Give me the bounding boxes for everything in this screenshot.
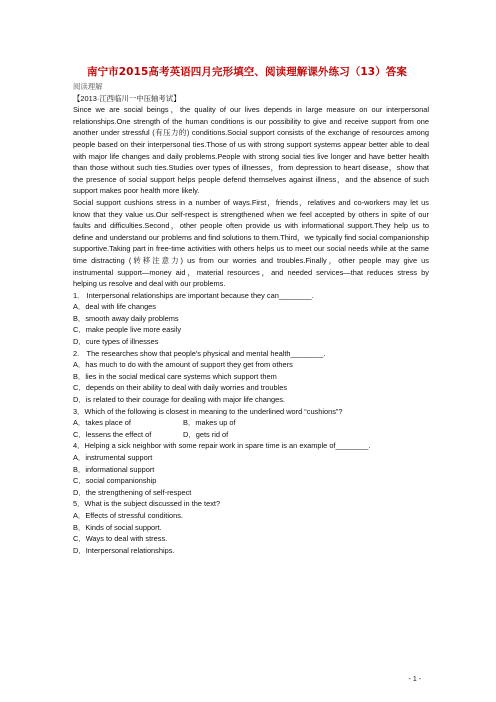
question-5-option-c: C．Ways to deal with stress.	[73, 534, 168, 544]
question-1-option-c: C．make people live more easily	[73, 325, 182, 335]
document-title: 南宁市2015高考英语四月完形填空、阅读理解课外练习（13）答案	[86, 66, 408, 78]
question-3-option-a: A．takes place of	[73, 418, 131, 428]
document-body	[73, 64, 429, 556]
page-number: - 1 -	[408, 676, 421, 683]
question-3-option-c: C．lessens the effect of	[73, 429, 152, 439]
question-4-option-b: B．informational support	[73, 464, 155, 474]
question-2-stem: 2. The researches show that people's physical and mental health________.	[73, 348, 326, 358]
question-1-stem: 1. Interpersonal relationships are important because they can________.	[73, 290, 314, 300]
question-4-option-d: D．the strengthening of self-respect	[73, 487, 192, 497]
source-label: 【2013·江西临川一中压轴考试】	[73, 93, 181, 103]
question-3-option-b: B．makes up of	[183, 418, 236, 428]
question-5-option-d: D．Interpersonal relationships.	[73, 545, 175, 555]
question-1-option-a: A．deal with life changes	[73, 302, 156, 312]
question-2-option-c: C．depends on their ability to deal with daily worries and troubles	[73, 383, 288, 393]
question-3-stem: 3．Which of the following is closest in meaning to the underlined word “cushions”?	[73, 406, 343, 416]
question-5-stem: 5．What is the subject discussed in the text?	[73, 499, 221, 509]
question-3-options-row-1	[73, 417, 429, 429]
question-1-option-b: B．smooth away daily problems	[73, 313, 179, 323]
question-5-option-a: A．Effects of stressful conditions.	[73, 510, 183, 520]
question-2-option-b: B．lies in the social medical care systems which support them	[73, 371, 277, 381]
question-1-option-d: D．cure types of illnesses	[73, 337, 159, 347]
question-3-options-row-2	[73, 429, 429, 441]
question-2-option-d: D．is related to their courage for dealing with major life changes.	[73, 395, 285, 405]
passage-paragraph-2: Social support cushions stress in a number of ways.First，friends，relatives and co-workers may let us know that they value us.Our self-respect is strengthened when we feel accepted by others in spite of our faults and difficulties.Second，other people often provide us with informational support.They help us to define and understand our problems and find solutions to them.Third，we typically find social companionship supportive.Taking part in free-time activities with others helps us to meet our social needs while at the same time distracting (转移注意力) us from our worries and troubles.Finally，other people may give us instrumental support—money aid，material resources，and needed services—that reduces stress by helping us resolve and deal with our problems.	[73, 197, 429, 289]
question-5-option-b: B．Kinds of social support.	[73, 522, 162, 532]
question-4-option-a: A．instrumental support	[73, 453, 153, 462]
section-label: 阅读理解	[73, 82, 103, 91]
question-4-stem: 4．Helping a sick neighbor with some repair work in spare time is an example of________.	[73, 441, 371, 451]
passage-paragraph-1: Since we are social beings，the quality of our lives depends in large measure on our interpersonal relationships.One strength of the human conditions is our possibility to give and receive support from one another under stressful (有压力的) conditions.Social support consists of the exchange of resources among people based on their interpersonal ties.Those of us with strong support systems appear better able to deal with major life changes and daily problems.People with strong social ties live longer and have better health than those without such ties.Studies over types of illnesses，from depression to heart disease，show that the presence of social support helps people defend themselves against illness，and the absence of such support makes poor health more likely.	[73, 105, 429, 196]
question-2-option-a: A．has much to do with the amount of support they get from others	[73, 360, 293, 370]
question-3-option-d: D．gets rid of	[183, 429, 229, 439]
question-4-option-c: C．social companionship	[73, 476, 157, 486]
